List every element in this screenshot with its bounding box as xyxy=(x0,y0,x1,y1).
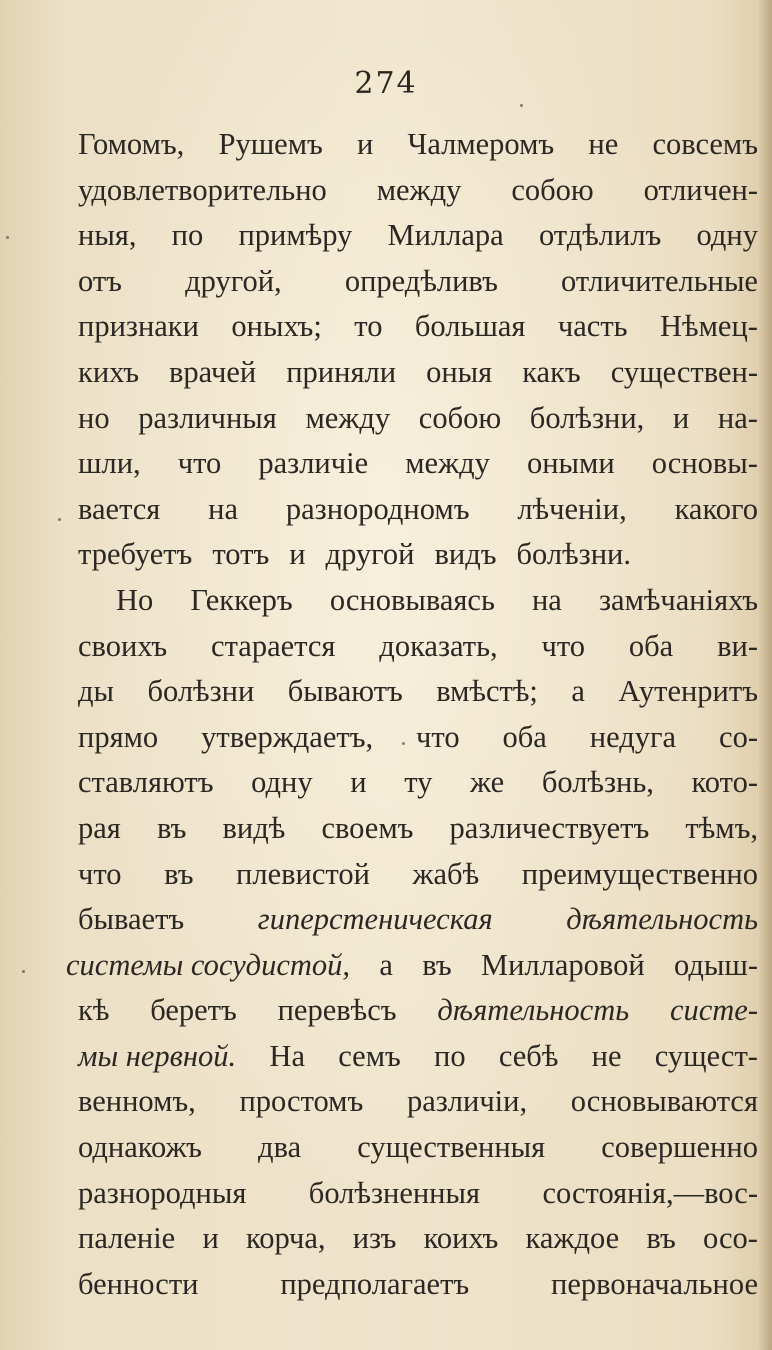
word: болѣзни. xyxy=(516,537,631,572)
word: гиперстеническая xyxy=(257,902,493,937)
text-line xyxy=(78,897,758,943)
word: шли, xyxy=(78,446,141,481)
text-line xyxy=(78,715,758,761)
word: различiи, xyxy=(406,1084,528,1119)
word: а xyxy=(379,947,393,982)
word: рая xyxy=(78,810,121,845)
text-line xyxy=(78,1171,758,1217)
text-line xyxy=(78,852,758,898)
word: тотъ xyxy=(212,537,270,572)
word: между xyxy=(405,446,490,481)
word: Но xyxy=(116,582,154,617)
text-line xyxy=(78,1079,758,1125)
word: какъ xyxy=(522,354,581,389)
word: два xyxy=(258,1130,302,1165)
word: доказать, xyxy=(379,628,498,663)
word: по xyxy=(434,1038,466,1073)
word: отъ xyxy=(78,263,122,298)
word: дѣятельность xyxy=(566,902,758,937)
word: между xyxy=(376,172,462,207)
ink-speck xyxy=(6,236,9,239)
word: существенныя xyxy=(357,1130,546,1165)
word: по xyxy=(171,218,204,253)
word: основываются xyxy=(570,1084,758,1119)
word: другой, xyxy=(185,263,282,298)
word: примѣру xyxy=(238,218,353,253)
word: болѣзни xyxy=(147,674,255,709)
word: бенности xyxy=(78,1266,199,1301)
word: жабѣ xyxy=(412,856,480,891)
word: опредѣливъ xyxy=(344,263,498,298)
text-line xyxy=(78,669,758,715)
word: основываясь xyxy=(329,582,495,617)
ink-speck xyxy=(520,104,523,107)
word: а xyxy=(571,674,585,709)
word: изъ xyxy=(352,1221,397,1256)
text-line xyxy=(78,304,758,350)
word: недуга xyxy=(589,719,677,754)
word: семъ xyxy=(338,1038,401,1073)
word: своихъ xyxy=(78,628,168,663)
word: и xyxy=(289,537,306,572)
word: въ xyxy=(164,856,194,891)
word: системы сосудистой, xyxy=(66,947,351,982)
word: паленiе xyxy=(78,1221,176,1256)
word: въ xyxy=(646,1221,676,1256)
text-line xyxy=(66,943,758,989)
word: старается xyxy=(211,628,336,663)
word: Милларовой xyxy=(480,947,645,982)
word: ды xyxy=(78,674,115,709)
word: и xyxy=(202,1221,219,1256)
word: собою xyxy=(511,172,594,207)
word: видѣ xyxy=(222,810,286,845)
word: первоначальное xyxy=(551,1266,758,1301)
word: плевистой xyxy=(236,856,370,891)
word: ставляютъ xyxy=(78,765,214,800)
word: оба xyxy=(628,628,674,663)
word: не xyxy=(588,127,619,161)
word: На xyxy=(269,1038,305,1073)
word: коихъ xyxy=(423,1221,499,1256)
text-line xyxy=(78,168,758,214)
word: бываютъ xyxy=(287,674,403,709)
word: утверждаетъ, xyxy=(201,719,374,754)
word: разнородномъ xyxy=(285,491,470,526)
word: на xyxy=(531,582,562,617)
word: Нѣмец- xyxy=(660,309,758,344)
word: Чалмеромъ xyxy=(407,127,555,161)
word: осо- xyxy=(703,1221,758,1256)
word: требуетъ xyxy=(78,537,193,572)
word: основы- xyxy=(651,446,758,481)
word: предполагаетъ xyxy=(280,1266,470,1301)
word: признаки xyxy=(78,309,199,344)
word: Аутенритъ xyxy=(618,674,758,709)
word: врачей xyxy=(169,354,257,389)
word: ту xyxy=(404,765,433,800)
word: преимущественно xyxy=(521,856,758,891)
word: существен- xyxy=(610,354,758,389)
word: въ xyxy=(422,947,452,982)
body-text xyxy=(66,122,758,1307)
page-edge-shadow xyxy=(758,0,772,1350)
word: лѣченiи, xyxy=(517,491,627,526)
word: одыш- xyxy=(673,947,758,982)
word: отличительные xyxy=(561,263,758,298)
ink-speck xyxy=(402,742,405,745)
word: Рушемъ xyxy=(218,127,323,161)
word: вмѣстѣ; xyxy=(436,674,538,709)
word: что xyxy=(78,856,122,891)
word: оба xyxy=(502,719,547,754)
word: каждое xyxy=(525,1221,620,1256)
word: удовлетворительно xyxy=(78,172,327,207)
text-line xyxy=(78,532,758,578)
word: состоянiя,—вос- xyxy=(542,1175,758,1210)
word: часть xyxy=(557,309,628,344)
word: видъ xyxy=(434,537,497,572)
word: кѣ xyxy=(78,993,110,1028)
text-line xyxy=(78,259,758,305)
word: собою xyxy=(418,400,502,435)
word: между xyxy=(305,400,391,435)
word: замѣчанiяхъ xyxy=(598,582,758,617)
text-line xyxy=(78,624,758,670)
word: другой xyxy=(325,537,415,572)
word: кото- xyxy=(691,765,758,800)
text-line xyxy=(78,760,758,806)
text-line xyxy=(78,213,758,259)
word: и xyxy=(672,400,690,435)
word: одну xyxy=(251,765,313,800)
word: ныя, xyxy=(78,218,137,253)
word: сущест- xyxy=(654,1038,758,1073)
word: большая xyxy=(414,309,526,344)
word: одну xyxy=(696,218,758,253)
text-line xyxy=(78,396,758,442)
word: совсемъ xyxy=(652,127,758,161)
word: что xyxy=(541,628,586,663)
word: но xyxy=(78,400,110,435)
word: и xyxy=(356,127,374,161)
word: оныя xyxy=(426,354,493,389)
word: венномъ, xyxy=(78,1084,196,1119)
word: въ xyxy=(156,810,187,845)
word: Геккеръ xyxy=(190,582,293,617)
ink-speck xyxy=(58,518,61,521)
text-line xyxy=(78,1034,758,1080)
word: не xyxy=(591,1038,622,1073)
word: же xyxy=(470,765,505,800)
word: то xyxy=(354,309,383,344)
text-line xyxy=(78,487,758,533)
text-line xyxy=(78,122,758,168)
word: Миллара xyxy=(387,218,504,253)
text-line xyxy=(78,988,758,1034)
word: дѣятельность xyxy=(437,993,630,1028)
word: вается xyxy=(78,491,161,526)
word: ви- xyxy=(717,628,758,663)
ink-speck xyxy=(22,970,25,973)
word: разнородныя xyxy=(78,1175,247,1210)
word: тѣмъ, xyxy=(685,810,758,845)
word: совершенно xyxy=(601,1130,758,1165)
word: болѣзни, xyxy=(529,400,645,435)
text-line xyxy=(78,578,758,624)
word: простомъ xyxy=(239,1084,364,1119)
word: перевѣсъ xyxy=(277,993,397,1028)
word: беретъ xyxy=(150,993,237,1028)
word: своемъ xyxy=(321,810,414,845)
word: что xyxy=(177,446,222,481)
word: отличен- xyxy=(643,172,758,207)
word: приняли xyxy=(286,354,397,389)
text-line xyxy=(78,1216,758,1262)
text-line xyxy=(78,350,758,396)
word: какого xyxy=(674,491,758,526)
word: систе- xyxy=(669,993,758,1028)
word: оныхъ; xyxy=(231,309,322,344)
word: на- xyxy=(717,400,758,435)
page-number: 274 xyxy=(354,66,418,101)
word: бываетъ xyxy=(78,902,185,937)
word: болѣзненныя xyxy=(308,1175,481,1210)
word: мы нервной. xyxy=(78,1038,237,1073)
text-line xyxy=(78,441,758,487)
word: прямо xyxy=(78,719,159,754)
word: отдѣлилъ xyxy=(538,218,662,253)
word: однакожъ xyxy=(78,1130,202,1165)
word: кихъ xyxy=(78,354,139,389)
word: корча, xyxy=(245,1221,326,1256)
word: различiе xyxy=(258,446,369,481)
word: оными xyxy=(526,446,615,481)
word: что xyxy=(416,719,460,754)
word: различествуетъ xyxy=(449,810,650,845)
word: различныя xyxy=(138,400,277,435)
word: болѣзнь, xyxy=(541,765,654,800)
word: Гомомъ, xyxy=(78,127,185,161)
text-line xyxy=(78,1125,758,1171)
text-line xyxy=(78,806,758,852)
word: и xyxy=(350,765,367,800)
word: со- xyxy=(719,719,758,754)
word: себѣ xyxy=(498,1038,559,1073)
word: на xyxy=(208,491,239,526)
text-line xyxy=(78,1262,758,1308)
